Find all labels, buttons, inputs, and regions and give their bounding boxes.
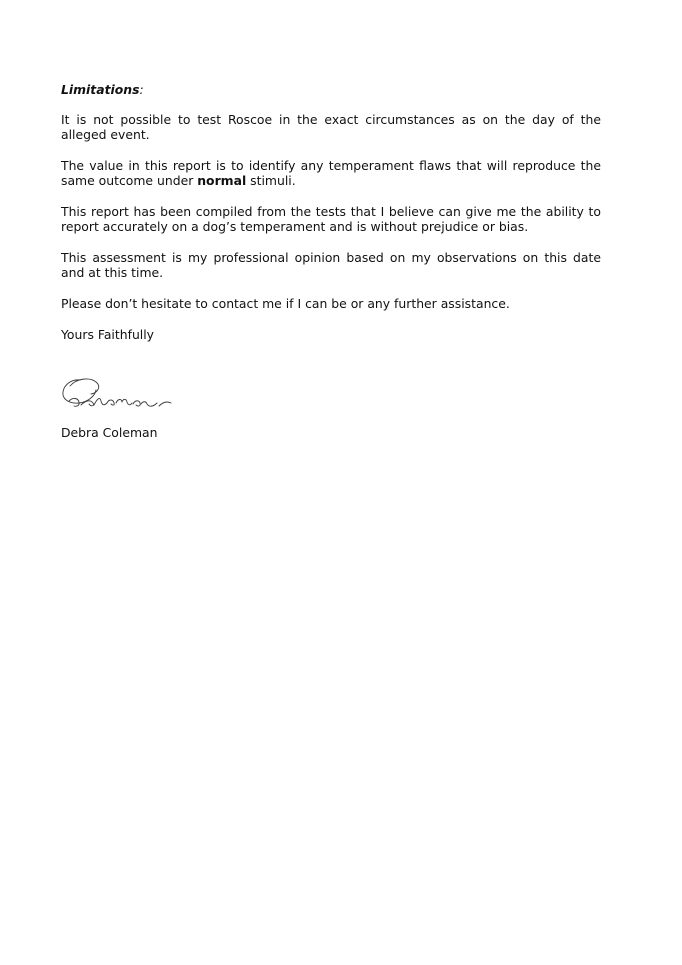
signatory-name: Debra Coleman <box>61 425 158 440</box>
paragraph-2-start: The value in this report is to identify any temperament flaws that will reproduce the same outcome under <box>61 158 601 188</box>
paragraph-limitation-3: This report has been compiled from the tests that I believe can give me the ability to report accurately on a dog’s temperament and is without prejudice or bias. <box>61 204 601 234</box>
handwritten-signature <box>61 374 181 414</box>
heading-colon: : <box>139 82 144 97</box>
section-heading <box>61 82 601 97</box>
letter-body <box>61 82 601 440</box>
paragraph-contact: Please don’t hesitate to contact me if I can be or any further assistance. <box>61 296 510 311</box>
paragraph-limitation-2 <box>61 158 601 188</box>
emphasis-normal: normal <box>197 173 247 188</box>
heading-text: Limitations <box>61 82 140 97</box>
paragraph-2-end: stimuli. <box>246 173 296 188</box>
paragraph-limitation-4: This assessment is my professional opinion based on my observations on this date and at this time. <box>61 250 601 280</box>
paragraph-limitation-1: It is not possible to test Roscoe in the exact circumstances as on the day of the alleged event. <box>61 112 601 142</box>
closing-salutation: Yours Faithfully <box>61 327 155 342</box>
